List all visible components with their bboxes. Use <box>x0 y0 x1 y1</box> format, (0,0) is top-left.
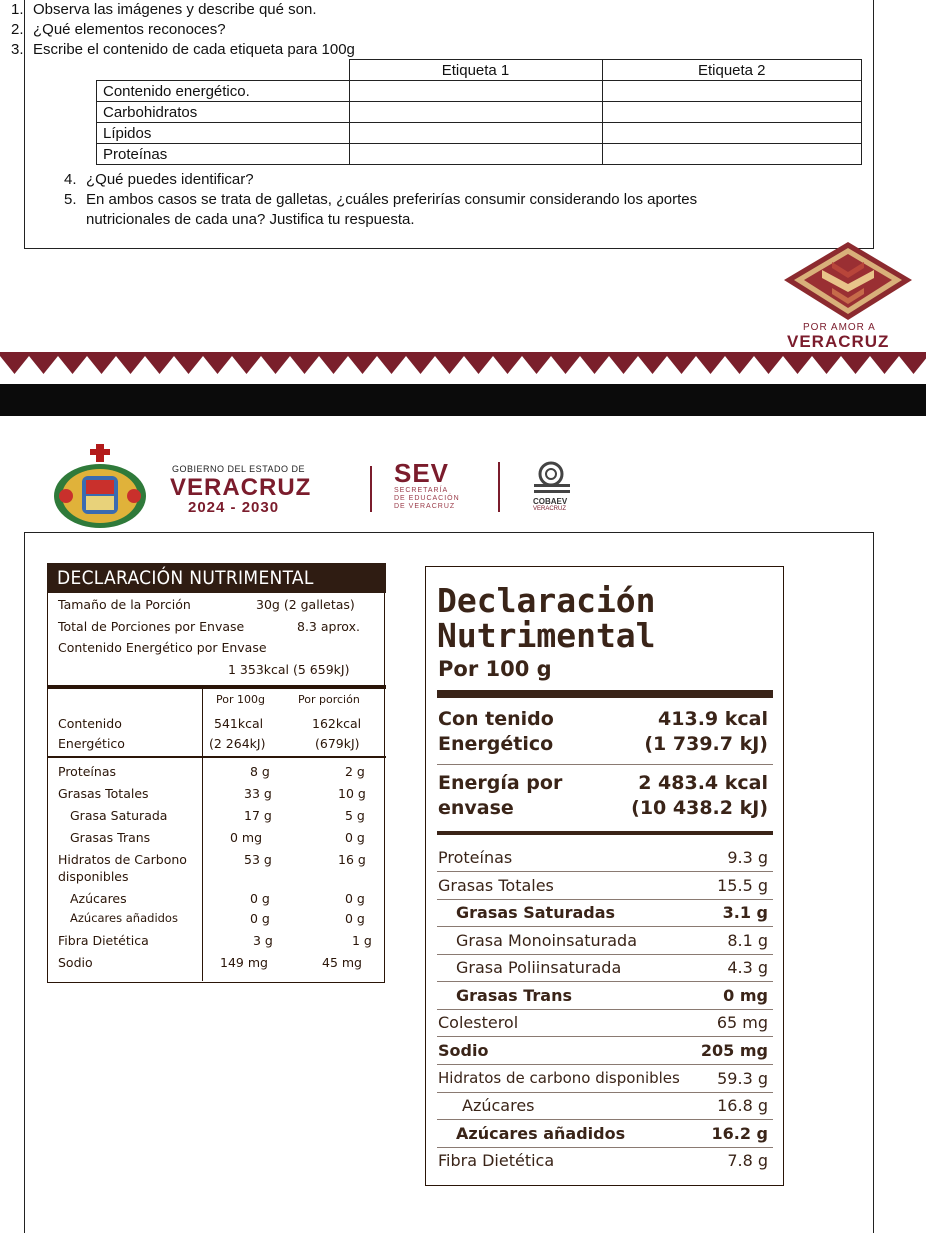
servings-label: Total de Porciones por Envase <box>58 619 245 634</box>
list-item-portion: 0 g <box>345 891 365 906</box>
divider <box>47 756 386 758</box>
band-triangle <box>406 356 435 374</box>
decorative-triangle-band <box>0 352 926 376</box>
label-2-per-100g: Por 100 g <box>438 657 552 681</box>
cobaev-logo-icon <box>530 460 576 496</box>
table-row-label: Lípidos <box>97 123 350 144</box>
band-triangle <box>145 356 174 374</box>
list-item-label: Proteínas <box>58 764 116 779</box>
list-item-label: disponibles <box>58 869 129 884</box>
list-item-per100: 53 g <box>244 852 272 867</box>
column-divider <box>202 689 203 981</box>
label-comparison-table <box>96 59 862 165</box>
band-triangle <box>725 356 754 374</box>
band-triangle <box>812 356 841 374</box>
band-triangle <box>435 356 464 374</box>
band-triangle <box>522 356 551 374</box>
table-cell-etiqueta-1[interactable] <box>349 102 602 123</box>
divider <box>437 1064 773 1065</box>
band-triangle <box>319 356 348 374</box>
list-item-value: 205 mg <box>700 1041 768 1060</box>
secretaria-line-3: DE VERACRUZ <box>394 503 456 510</box>
list-item-portion: 0 g <box>345 911 365 926</box>
energy-100-kcal: 541kcal <box>214 716 264 731</box>
header-separator <box>370 466 372 512</box>
band-triangle <box>0 356 29 374</box>
band-triangle <box>551 356 580 374</box>
label-2-title-line-2: Nutrimental <box>437 616 656 655</box>
list-item-per100: 33 g <box>244 786 272 801</box>
band-triangle <box>261 356 290 374</box>
table-header-etiqueta-1: Etiqueta 1 <box>349 60 602 81</box>
label-2-pack-label-2: envase <box>438 797 514 819</box>
divider <box>437 764 773 765</box>
band-triangle <box>580 356 609 374</box>
list-item-label: Sodio <box>58 955 93 970</box>
divider <box>437 690 773 698</box>
table-row-label: Proteínas <box>97 144 350 165</box>
list-item-per100: 0 mg <box>230 830 263 845</box>
table-row-label: Carbohidratos <box>97 102 350 123</box>
servings-value: 8.3 aprox. <box>297 619 360 634</box>
energy-pack-value: 1 353kcal (5 659kJ) <box>228 662 350 677</box>
divider <box>437 1147 773 1148</box>
table-header-empty <box>97 60 350 81</box>
energy-label-line-1: Contenido <box>58 716 122 731</box>
list-item-value: 65 mg <box>716 1013 768 1032</box>
list-item-label: Grasas Trans <box>456 986 572 1005</box>
list-item-per100: 8 g <box>250 764 270 779</box>
divider <box>437 1119 773 1120</box>
divider <box>437 1009 773 1010</box>
label-2-energy-label-1: Con tenido <box>438 708 554 730</box>
list-item-portion: 2 g <box>345 764 365 779</box>
divider <box>437 831 773 835</box>
list-item-label: Grasa Poliinsaturada <box>456 958 622 977</box>
col-per-100-header: Por 100g <box>216 693 265 706</box>
list-item-label: Grasas Totales <box>58 786 149 801</box>
col-per-portion-header: Por porción <box>298 693 360 706</box>
band-triangle <box>232 356 261 374</box>
list-item-label: Grasas Totales <box>438 876 554 895</box>
band-triangle <box>870 356 899 374</box>
divider <box>437 871 773 872</box>
band-triangle <box>783 356 812 374</box>
list-item-portion: 10 g <box>338 786 366 801</box>
list-item-label: Grasa Monoinsaturada <box>456 931 638 950</box>
band-triangle <box>493 356 522 374</box>
band-triangle <box>29 356 58 374</box>
question-4: 4. ¿Qué puedes identificar? <box>64 171 254 188</box>
table-row <box>97 144 862 165</box>
band-triangle <box>899 356 926 374</box>
gobierno-label: GOBIERNO DEL ESTADO DE <box>172 464 306 474</box>
table-header-row <box>97 60 862 81</box>
table-cell-etiqueta-1[interactable] <box>349 81 602 102</box>
label-1-title: DECLARACIÓN NUTRIMENTAL <box>47 563 386 593</box>
list-item-portion: 1 g <box>352 933 372 948</box>
band-triangle <box>203 356 232 374</box>
band-triangle <box>87 356 116 374</box>
band-triangle <box>58 356 87 374</box>
list-item-value: 7.8 g <box>727 1151 768 1170</box>
serving-size-value: 30g (2 galletas) <box>256 597 355 612</box>
list-item-label: Grasa Saturada <box>70 808 168 823</box>
cobaev-label: COBAEV <box>533 497 568 506</box>
table-row <box>97 123 862 144</box>
list-item-label: Colesterol <box>438 1013 519 1032</box>
table-row <box>97 102 862 123</box>
table-cell-etiqueta-2[interactable] <box>602 123 862 144</box>
label-2-energy-label-2: Energético <box>438 733 554 755</box>
years-label: 2024 - 2030 <box>188 499 280 516</box>
list-item-per100: 3 g <box>253 933 273 948</box>
table-cell-etiqueta-2[interactable] <box>602 81 862 102</box>
label-2-pack-label-1: Energía por <box>438 772 563 794</box>
band-triangle <box>667 356 696 374</box>
band-triangle <box>841 356 870 374</box>
list-item-label: Sodio <box>438 1041 489 1060</box>
list-item-value: 16.2 g <box>711 1124 768 1143</box>
list-item-label: Azúcares añadidos <box>70 911 178 925</box>
band-triangle <box>377 356 406 374</box>
list-item-value: 4.3 g <box>727 958 768 977</box>
list-item-value: 59.3 g <box>717 1069 768 1088</box>
band-triangle <box>464 356 493 374</box>
divider <box>437 1092 773 1093</box>
list-item-per100: 17 g <box>244 808 272 823</box>
divider <box>437 981 773 982</box>
table-cell-etiqueta-2[interactable] <box>602 144 862 165</box>
label-2-pack-kcal: 2 483.4 kcal <box>638 772 768 794</box>
header-separator <box>498 462 500 512</box>
list-item-value: 8.1 g <box>727 931 768 950</box>
list-item-portion: 16 g <box>338 852 366 867</box>
veracruz-diamond-logo <box>782 240 914 322</box>
divider <box>437 1036 773 1037</box>
label-2-energy-kcal: 413.9 kcal <box>658 708 768 730</box>
list-item-label: Grasas Saturadas <box>456 903 616 922</box>
question-5: 5. En ambos casos se trata de galletas, ¿cuáles preferirías consumir considerando los aportes <box>64 191 698 208</box>
divider <box>437 954 773 955</box>
table-cell-etiqueta-1[interactable] <box>349 144 602 165</box>
energy-100-kj: (2 264kJ) <box>209 736 266 751</box>
list-item-per100: 0 g <box>250 911 270 926</box>
list-item-per100: 149 mg <box>220 955 268 970</box>
secretaria-line-1: SECRETARÍA <box>394 487 449 494</box>
veracruz-title: VERACRUZ <box>170 474 312 501</box>
list-item-value: 16.8 g <box>717 1096 768 1115</box>
table-cell-etiqueta-2[interactable] <box>602 102 862 123</box>
energy-portion-kj: (679kJ) <box>315 736 360 751</box>
black-divider-bar <box>0 384 926 416</box>
sev-logo-text: SEV <box>394 458 450 488</box>
list-item-value: 3.1 g <box>722 903 768 922</box>
band-triangle <box>754 356 783 374</box>
list-item-label: Fibra Dietética <box>58 933 149 948</box>
band-triangle <box>348 356 377 374</box>
list-item-label: Proteínas <box>438 848 513 867</box>
divider <box>437 899 773 900</box>
label-2-energy-kj: (1 739.7 kJ) <box>644 733 768 755</box>
list-item-portion: 45 mg <box>322 955 362 970</box>
band-triangle <box>116 356 145 374</box>
energy-pack-label: Contenido Energético por Envase <box>58 640 267 655</box>
energy-label-line-2: Energético <box>58 736 125 751</box>
band-triangle <box>638 356 667 374</box>
band-triangle <box>174 356 203 374</box>
label-2-pack-kj: (10 438.2 kJ) <box>631 797 768 819</box>
question-3: 3. Escribe el contenido de cada etiqueta para 100g <box>11 41 355 58</box>
energy-portion-kcal: 162kcal <box>312 716 362 731</box>
list-item-label: Azúcares <box>70 891 127 906</box>
question-2: 2. ¿Qué elementos reconoces? <box>11 21 226 38</box>
cobaev-sub-label: VERACRUZ <box>533 506 567 512</box>
table-header-etiqueta-2: Etiqueta 2 <box>602 60 862 81</box>
secretaria-line-2: DE EDUCACIÓN <box>394 495 460 502</box>
question-1: 1. Observa las imágenes y describe qué son. <box>11 1 317 18</box>
divider <box>47 685 386 689</box>
list-item-portion: 5 g <box>345 808 365 823</box>
list-item-label: Azúcares añadidos <box>456 1124 626 1143</box>
list-item-label: Azúcares <box>462 1096 535 1115</box>
list-item-per100: 0 g <box>250 891 270 906</box>
table-row-label: Contenido energético. <box>97 81 350 102</box>
band-triangle <box>696 356 725 374</box>
label-2-title-line-1: Declaración <box>437 581 656 620</box>
list-item-label: Fibra Dietética <box>438 1151 555 1170</box>
list-item-label: Hidratos de carbono disponibles <box>438 1069 680 1087</box>
divider <box>437 926 773 927</box>
list-item-label: Grasas Trans <box>70 830 151 845</box>
list-item-value: 9.3 g <box>727 848 768 867</box>
table-cell-etiqueta-1[interactable] <box>349 123 602 144</box>
veracruz-coat-of-arms-icon <box>52 444 148 530</box>
veracruz-wordmark: VERACRUZ <box>787 332 890 351</box>
band-triangle <box>609 356 638 374</box>
list-item-value: 15.5 g <box>717 876 768 895</box>
list-item-label: Hidratos de Carbono <box>58 852 187 867</box>
question-5-cont: nutricionales de cada una? Justifica tu respuesta. <box>86 211 415 228</box>
por-amor-a-text: POR AMOR A <box>803 322 876 333</box>
list-item-portion: 0 g <box>345 830 365 845</box>
band-triangle <box>290 356 319 374</box>
table-row <box>97 81 862 102</box>
list-item-value: 0 mg <box>723 986 768 1005</box>
serving-size-label: Tamaño de la Porción <box>58 597 191 612</box>
